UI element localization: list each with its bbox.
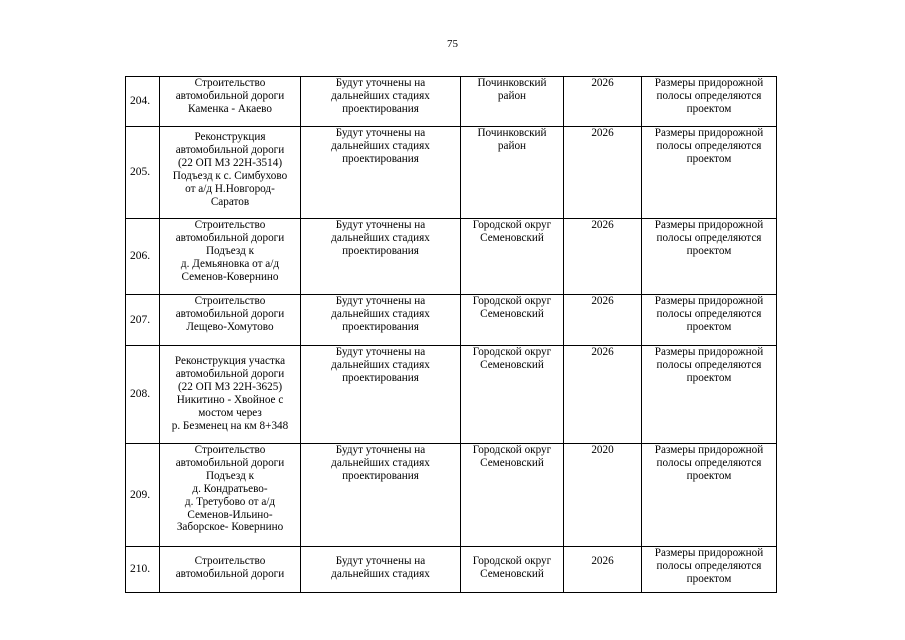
district-cell: Починковский район [461, 77, 564, 127]
note-cell: Размеры придорожной полосы определяются проектом [642, 295, 777, 346]
table-row [126, 295, 777, 346]
note-cell: Размеры придорожной полосы определяются проектом [642, 127, 777, 219]
table-row [126, 444, 777, 547]
table-row [126, 127, 777, 219]
district-cell: Городской округ Семеновский [461, 547, 564, 593]
object-cell: Строительство автомобильной дороги Подъезд к д. Демьяновка от а/д Семенов-Ковернино [160, 219, 301, 295]
table-row [126, 77, 777, 127]
table-row [126, 547, 777, 593]
location-cell: Будут уточнены на дальнейших стадиях проектирования [301, 346, 461, 444]
year-cell: 2026 [564, 219, 642, 295]
page-number: 75 [447, 38, 458, 50]
row-number: 208. [126, 346, 160, 444]
row-number: 207. [126, 295, 160, 346]
object-cell: Реконструкция участка автомобильной дороги (22 ОП МЗ 22Н-3625) Никитино - Хвойное с мостом через р. Безменец на км 8+348 [160, 346, 301, 444]
district-cell: Городской округ Семеновский [461, 346, 564, 444]
district-cell: Городской округ Семеновский [461, 295, 564, 346]
note-cell: Размеры придорожной полосы определяются проектом [642, 77, 777, 127]
year-cell: 2026 [564, 346, 642, 444]
table-row [126, 219, 777, 295]
location-cell: Будут уточнены на дальнейших стадиях [301, 547, 461, 593]
object-cell: Реконструкция автомобильной дороги (22 ОП МЗ 22Н-3514) Подъезд к с. Симбухово от а/д Н.Новгород- Саратов [160, 127, 301, 219]
district-cell: Городской округ Семеновский [461, 444, 564, 547]
year-cell: 2020 [564, 444, 642, 547]
row-number: 206. [126, 219, 160, 295]
row-number: 209. [126, 444, 160, 547]
year-cell: 2026 [564, 295, 642, 346]
year-cell: 2026 [564, 127, 642, 219]
year-cell: 2026 [564, 77, 642, 127]
location-cell: Будут уточнены на дальнейших стадиях проектирования [301, 127, 461, 219]
row-number: 204. [126, 77, 160, 127]
object-cell: Строительство автомобильной дороги [160, 547, 301, 593]
object-cell: Строительство автомобильной дороги Лещево-Хомутово [160, 295, 301, 346]
note-cell: Размеры придорожной полосы определяются проектом [642, 219, 777, 295]
location-cell: Будут уточнены на дальнейших стадиях проектирования [301, 77, 461, 127]
table-row [126, 346, 777, 444]
object-cell: Строительство автомобильной дороги Подъезд к д. Кондратьево- д. Третубово от а/д Семенов-Ильино- Заборское- Ковернино [160, 444, 301, 547]
row-number: 210. [126, 547, 160, 593]
location-cell: Будут уточнены на дальнейших стадиях проектирования [301, 295, 461, 346]
district-cell: Городской округ Семеновский [461, 219, 564, 295]
note-cell: Размеры придорожной полосы определяются проектом [642, 346, 777, 444]
note-cell: Размеры придорожной полосы определяются проектом [642, 547, 777, 593]
object-cell: Строительство автомобильной дороги Каменка - Акаево [160, 77, 301, 127]
note-cell: Размеры придорожной полосы определяются проектом [642, 444, 777, 547]
location-cell: Будут уточнены на дальнейших стадиях проектирования [301, 219, 461, 295]
district-cell: Починковский район [461, 127, 564, 219]
location-cell: Будут уточнены на дальнейших стадиях проектирования [301, 444, 461, 547]
year-cell: 2026 [564, 547, 642, 593]
road-projects-table [125, 76, 777, 593]
row-number: 205. [126, 127, 160, 219]
